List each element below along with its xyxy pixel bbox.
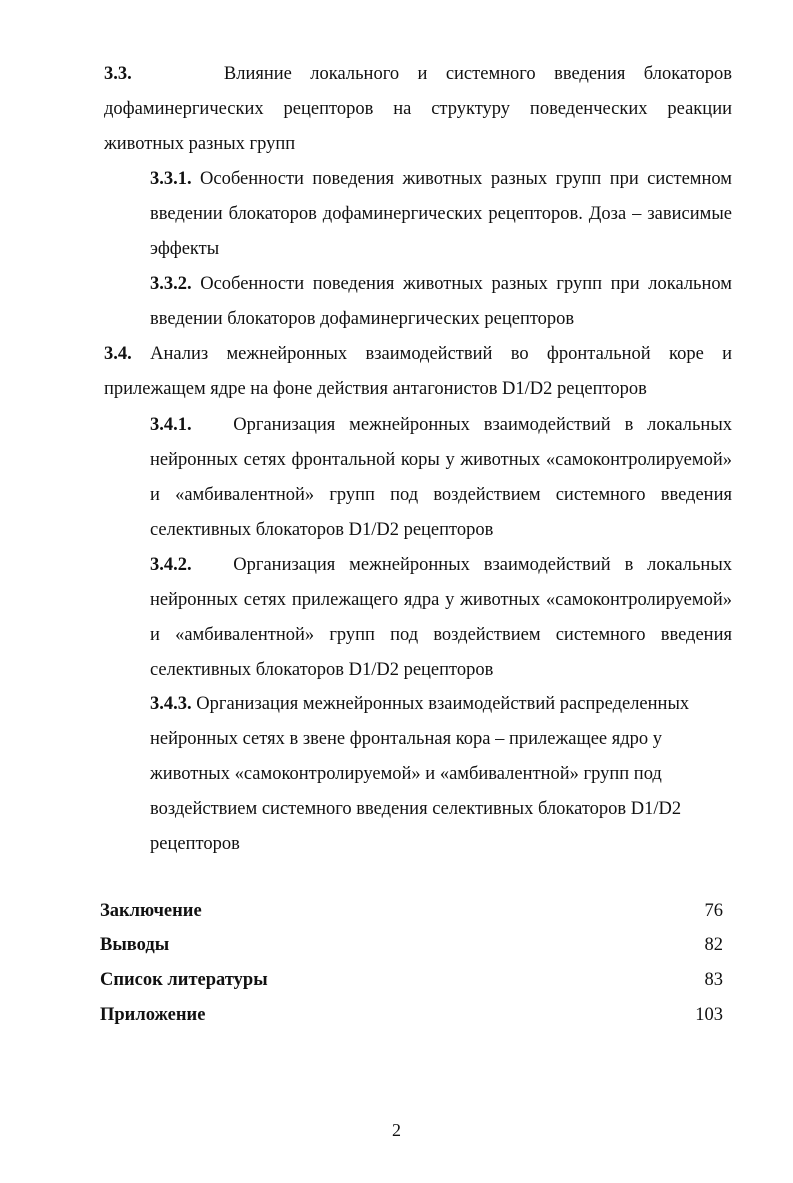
section-3-3-1 xyxy=(150,162,732,267)
section-number: 3.3.2. xyxy=(150,274,192,294)
section-number: 3.4.1. xyxy=(150,415,192,435)
section-3-3-2 xyxy=(150,267,732,337)
section-number: 3.4.3. xyxy=(150,694,192,714)
section-number: 3.3. xyxy=(104,64,132,84)
section-number: 3.4.2. xyxy=(150,555,192,575)
section-3-4-3 xyxy=(150,687,710,862)
toc-label: Выводы xyxy=(100,935,170,955)
toc-label: Список литературы xyxy=(100,970,268,990)
toc-row-findings xyxy=(100,928,723,962)
toc-label: Заключение xyxy=(100,901,202,921)
toc-row-appendix xyxy=(100,998,723,1032)
toc-page-number: 83 xyxy=(704,970,723,990)
section-3-3 xyxy=(104,57,732,162)
section-3-4 xyxy=(104,337,732,407)
section-title: Влияние локального и системного введения блокаторов дофаминергических рецепторов на структуру поведенческих реакции животных разных групп xyxy=(104,64,732,154)
section-title: Организация межнейронных взаимодействий в локальных нейронных сетях прилежащего ядра у животных «самоконтролируемой» и «амбивалентной» групп под воздействием системного введения селективных блокаторов D1/D2 рецепторов xyxy=(150,555,732,680)
section-title: Организация межнейронных взаимодействий в локальных нейронных сетях фронтальной коры у животных «самоконтролируемой» и «амбивалентной» групп под воздействием системного введения селективных блокаторов D1/D2 рецепторов xyxy=(150,415,732,540)
section-title: Особенности поведения животных разных групп при локальном введении блокаторов дофаминергических рецепторов xyxy=(150,274,732,329)
section-3-4-2 xyxy=(150,548,732,688)
toc-page-number: 76 xyxy=(704,901,723,921)
section-title: Анализ межнейронных взаимодействий во фронтальной коре и прилежащем ядре на фоне действия антагонистов D1/D2 рецепторов xyxy=(104,344,733,399)
section-number: 3.4. xyxy=(104,344,132,364)
section-3-4-1 xyxy=(150,408,732,548)
toc-row-conclusion xyxy=(100,894,723,928)
section-title: Организация межнейронных взаимодействий распределенных нейронных сетях в звене фронтальная кора – прилежащее ядро у животных «самоконтролируемой» и «амбивалентной» групп под воздействием системного введения селективных блокаторов D1/D2 рецепторов xyxy=(150,694,690,854)
section-number: 3.3.1. xyxy=(150,169,192,189)
toc-row-references xyxy=(100,963,723,997)
page-number: 2 xyxy=(392,1120,401,1140)
toc-page-number: 103 xyxy=(695,1005,723,1025)
section-title: Особенности поведения животных разных групп при системном введении блокаторов дофаминергических рецепторов. Доза – зависимые эффекты xyxy=(150,169,732,259)
toc-page-number: 82 xyxy=(704,935,723,955)
toc-label: Приложение xyxy=(100,1005,206,1025)
